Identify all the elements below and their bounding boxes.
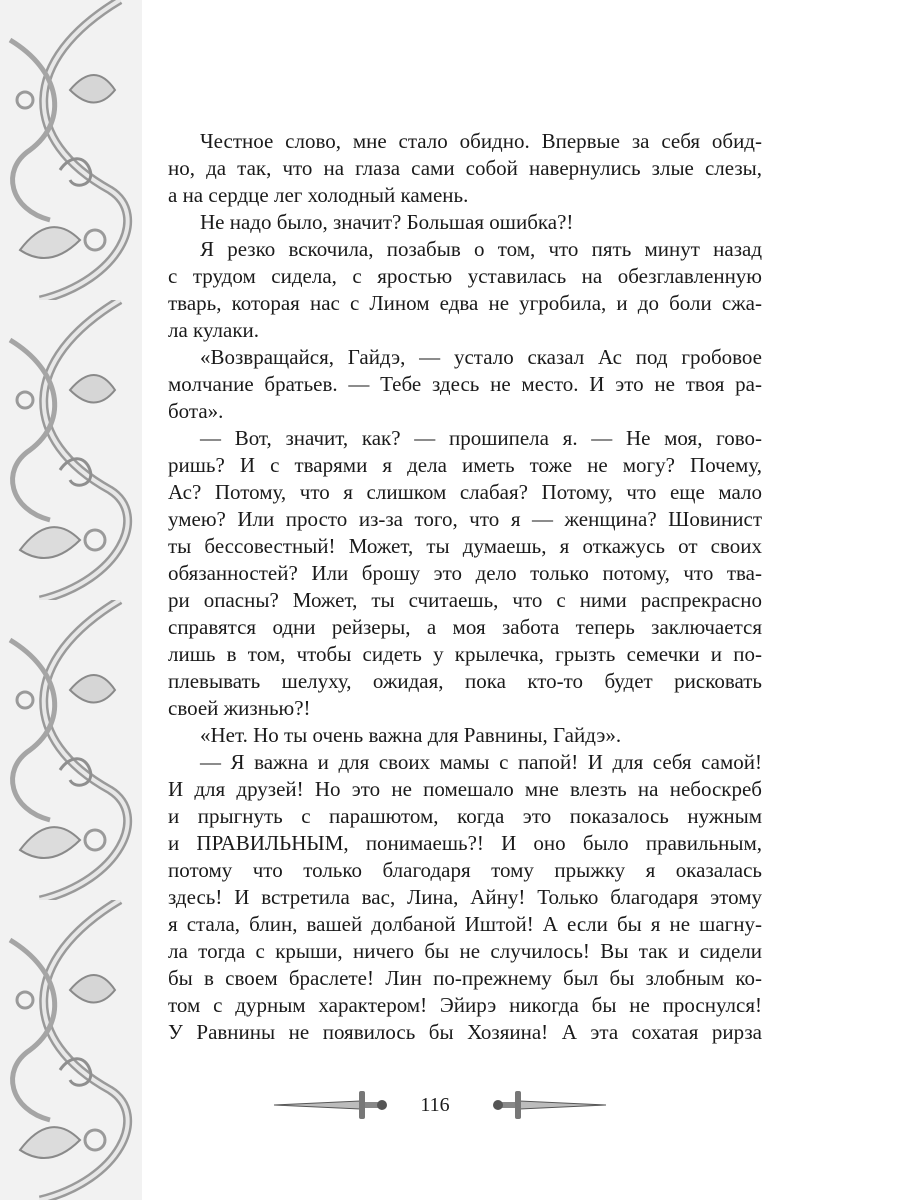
text-line: я стала, блин, вашей долбаной Иштой! А если бы я не шагну-	[168, 912, 762, 936]
text-line: Не надо было, значит? Большая ошибка?!	[200, 210, 574, 234]
text-line: бы в своем браслете! Лин по-прежнему был бы злобным ко-	[168, 966, 762, 990]
text-line: Я резко вскочила, позабыв о том, что пять минут назад	[200, 237, 762, 261]
text-line: «Нет. Но ты очень важна для Равнины, Гайдэ».	[200, 723, 622, 747]
text-line: лишь в том, чтобы сидеть у крылечка, грызть семечки и по-	[168, 642, 762, 666]
text-line: обязанностей? Или брошу это дело только потому, что тва-	[168, 561, 762, 585]
text-line: потому что только благодаря тому прыжку я оказалась	[168, 858, 762, 882]
paragraph	[168, 722, 762, 749]
text-line: ла кулаки.	[168, 318, 260, 342]
text-line: и ПРАВИЛЬНЫМ, понимаешь?! И оно было правильным,	[168, 831, 762, 855]
text-line: здесь! И встретила вас, Лина, Айну! Только благодаря этому	[168, 885, 762, 909]
text-line: Честное слово, мне стало обидно. Впервые за себя обид-	[200, 129, 762, 153]
text-line: ла тогда с крыши, ничего бы не случилось! Вы так и сидели	[168, 939, 762, 963]
paragraph	[168, 236, 762, 344]
floral-border-ornament	[0, 0, 142, 1200]
paragraph	[168, 209, 762, 236]
text-line: плевывать шелуху, ожидая, пока кто-то будет рисковать	[168, 669, 762, 693]
page-footer	[270, 1080, 600, 1130]
text-line: Ас? Потому, что я слишком слабая? Потому, что еще мало	[168, 480, 762, 504]
paragraph	[168, 344, 762, 425]
text-line: «Возвращайся, Гайдэ, — устало сказал Ас под гробовое	[200, 345, 762, 369]
text-line: и прыгнуть с парашютом, когда это показалось нужным	[168, 804, 762, 828]
text-line: том с дурным характером! Эйирэ никогда бы не проснулся!	[168, 993, 762, 1017]
sword-icon	[490, 1085, 610, 1125]
text-line: молчание братьев. — Тебе здесь не место. И это не твоя ра-	[168, 372, 762, 396]
paragraph	[168, 425, 762, 722]
paragraph	[168, 128, 762, 209]
text-line: — Я важна и для своих мамы с папой! И для себя самой!	[200, 750, 762, 774]
text-line: И для друзей! Но это не помешало мне влезть на небоскреб	[168, 777, 762, 801]
paragraph	[168, 749, 762, 1046]
text-line: справятся одни рейзеры, а моя забота теперь заключается	[168, 615, 762, 639]
text-line: умею? Или просто из-за того, что я — женщина? Шовинист	[168, 507, 762, 531]
text-line: ри опасны? Может, ты считаешь, что с ними распрекрасно	[168, 588, 762, 612]
text-line: ришь? И с тварями я дела иметь тоже не могу? Почему,	[168, 453, 762, 477]
page-number: 116	[420, 1094, 450, 1116]
text-line: — Вот, значит, как? — прошипела я. — Не моя, гово-	[200, 426, 762, 450]
text-line: а на сердце лег холодный камень.	[168, 183, 469, 207]
text-line: но, да так, что на глаза сами собой навернулись злые слезы,	[168, 156, 762, 180]
text-line: ты бессовестный! Может, ты думаешь, я откажусь от своих	[168, 534, 762, 558]
text-line: бота».	[168, 399, 224, 423]
body-text	[168, 128, 762, 1046]
text-line: своей жизнью?!	[168, 696, 311, 720]
text-line: тварь, которая нас с Лином едва не угробила, и до боли сжа-	[168, 291, 762, 315]
text-line: У Равнины не появилось бы Хозяина! А эта сохатая рирза	[168, 1020, 762, 1044]
text-line: с трудом сидела, с яростью уставилась на обезглавленную	[168, 264, 762, 288]
